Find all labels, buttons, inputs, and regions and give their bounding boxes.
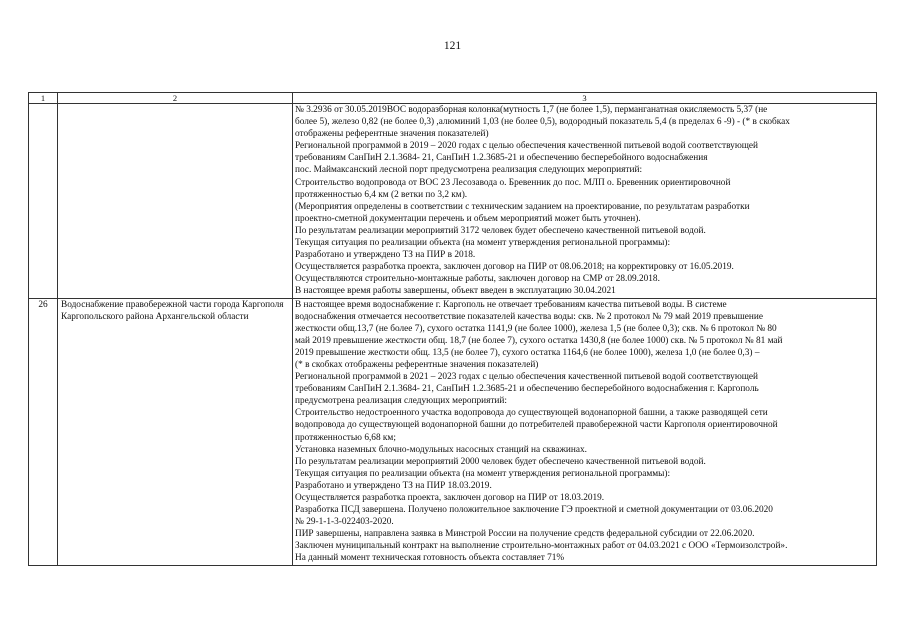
description-line: проектно-сметной документации перечень и объем мероприятий может быть уточнен). — [295, 213, 641, 224]
row-number — [29, 104, 58, 299]
row-description — [293, 298, 877, 565]
description-line: Осуществляется разработка проекта, заключен договор на ПИР от 08.06.2018; на корректировку от 16.05.2019. — [295, 262, 734, 273]
page-number: 121 — [443, 40, 462, 52]
description-line: Разработано и утверждено ТЗ на ПИР 18.03.2019. — [295, 480, 492, 491]
description-line: отображены референтные значения показателей) — [295, 129, 489, 140]
description-line: 2019 превышение жесткости общ. 13,5 (не более 7), сухого остатка 1164,6 (не более 1000), железа 1,0 (не более 0,3) – — [295, 347, 760, 358]
description-line: (Мероприятия определены в соответствии с техническим заданием на проектирование, по результатам разработки — [295, 201, 750, 212]
header-col-1: 1 — [29, 93, 58, 104]
row-description — [293, 104, 877, 299]
description-line: Текущая ситуация по реализации объекта (на момент утверждения региональной программы): — [295, 468, 671, 479]
description-line: Разработано и утверждено ТЗ на ПИР в 2018. — [295, 250, 476, 261]
description-line: (* в скобках отображены референтные значения показателей) — [295, 359, 539, 370]
description-line: Региональной программой в 2019 – 2020 годах с целью обеспечения качественной питьевой водой соответствующей — [295, 141, 759, 152]
table-header-row — [29, 93, 877, 104]
description-line: В настоящее время водоснабжение г. Каргополь не отвечает требованиям качества питьевой воды. В системе — [295, 299, 727, 310]
header-col-3: 3 — [293, 93, 877, 104]
object-name-text: Водоснабжение правобережной части города Каргополя Каргопольского района Архангельской области — [61, 299, 284, 322]
description-line: По результатам реализации мероприятий 2000 человек будет обеспечено качественной питьевой водой. — [295, 456, 706, 467]
description-line: более 5), железо 0,82 (не более 0,3) ,алюминий 1,03 (не более 0,5), водородный показатель 5,4 (в пределах 6 -9) - (* в скобках — [295, 117, 790, 128]
description-line: водопровода до существующей водонапорной башни до потребителей правобережной части Каргополя ориентировочной — [295, 420, 778, 431]
description-line: Разработка ПСД завершена. Получено положительное заключение ГЭ проектной и сметной документации от 03.06.2020 — [295, 505, 773, 516]
description-line: протяженностью 6,68 км; — [295, 432, 396, 443]
description-line: По результатам реализации мероприятий 3172 человек будет обеспечено качественной питьевой водой. — [295, 225, 706, 236]
description-line: пос. Маймаксанский лесной порт предусмотрена реализация следующих мероприятий: — [295, 165, 643, 176]
header-col-2: 2 — [58, 93, 293, 104]
description-line: требованиям СанПиН 2.1.3684- 21, СанПиН 1.2.3685-21 и обеспечению бесперебойного водоснабжения г. Каргополь — [295, 384, 759, 395]
table-row — [29, 298, 877, 565]
description-line: Осуществляются строительно-монтажные работы, заключен договор на СМР от 28.09.2018. — [295, 274, 660, 285]
description-line: Региональной программой в 2021 – 2023 годах с целью обеспечения качественной питьевой водой соответствующей — [295, 372, 759, 383]
description-line: водоснабжения отмечается несоответствие показателей качества воды: скв. № 2 протокол № 79 май 2019 превышение — [295, 311, 764, 322]
description-line: Текущая ситуация по реализации объекта (на момент утверждения региональной программы): — [295, 238, 671, 249]
description-line: № 3.2936 от 30.05.2019ВОС водоразборная колонка(мутность 1,7 (не более 1,5), перманганатная окисляемость 5,37 (не — [295, 105, 768, 115]
row-object-name — [58, 104, 293, 299]
description-line: Установка наземных блочно-модульных насосных станций на скважинах. — [295, 444, 587, 455]
row-object-name — [58, 298, 293, 565]
description-line: ПИР завершены, направлена заявка в Минстрой России на получение средств федеральной субсидии от 22.06.2020. — [295, 529, 755, 540]
description-line: Строительство недостроенного участка водопровода до существующей водонапорной башни, а также разводящей сети — [295, 408, 768, 419]
table-row — [29, 104, 877, 299]
description-line: Строительство водопровода от ВОС 23 Лесозавода о. Бревенник до пос. МЛП о. Бревенник ориентировочной — [295, 177, 731, 188]
description-line: В настоящее время работы завершены, объект введен в эксплуатацию 30.04.2021 — [295, 286, 616, 297]
description-line: требованиям СанПиН 2.1.3684- 21, СанПиН 1.2.3685-21 и обеспечению бесперебойного водоснабжения — [295, 153, 708, 164]
description-line: май 2019 превышение жесткости общ. 18,7 (не более 7), сухого остатка 1430,8 (не более 1000) скв. № 5 протокол № 81 май — [295, 335, 783, 346]
row-number: 26 — [29, 298, 58, 565]
description-line: предусмотрена реализация следующих мероприятий: — [295, 396, 507, 407]
description-line: Осуществляется разработка проекта, заключен договор на ПИР от 18.03.2019. — [295, 493, 605, 503]
description-line: Заключен муниципальный контракт на выполнение строительно-монтажных работ от 04.03.2021 с ООО «Термоизолстрой». — [295, 541, 788, 552]
projects-table — [28, 92, 877, 566]
description-line: На данный момент техническая готовность объекта составляет 71% — [295, 553, 565, 564]
description-line: протяженностью 6,4 км (2 ветки по 3,2 км). — [295, 189, 468, 200]
description-line: жесткости общ.13,7 (не более 7), сухого остатка 1141,9 (не более 1000), железа 1,5 (не более 0,3); скв. № 6 протокол № 80 — [295, 323, 777, 334]
description-line: № 29-1-1-3-022403-2020. — [295, 517, 394, 528]
